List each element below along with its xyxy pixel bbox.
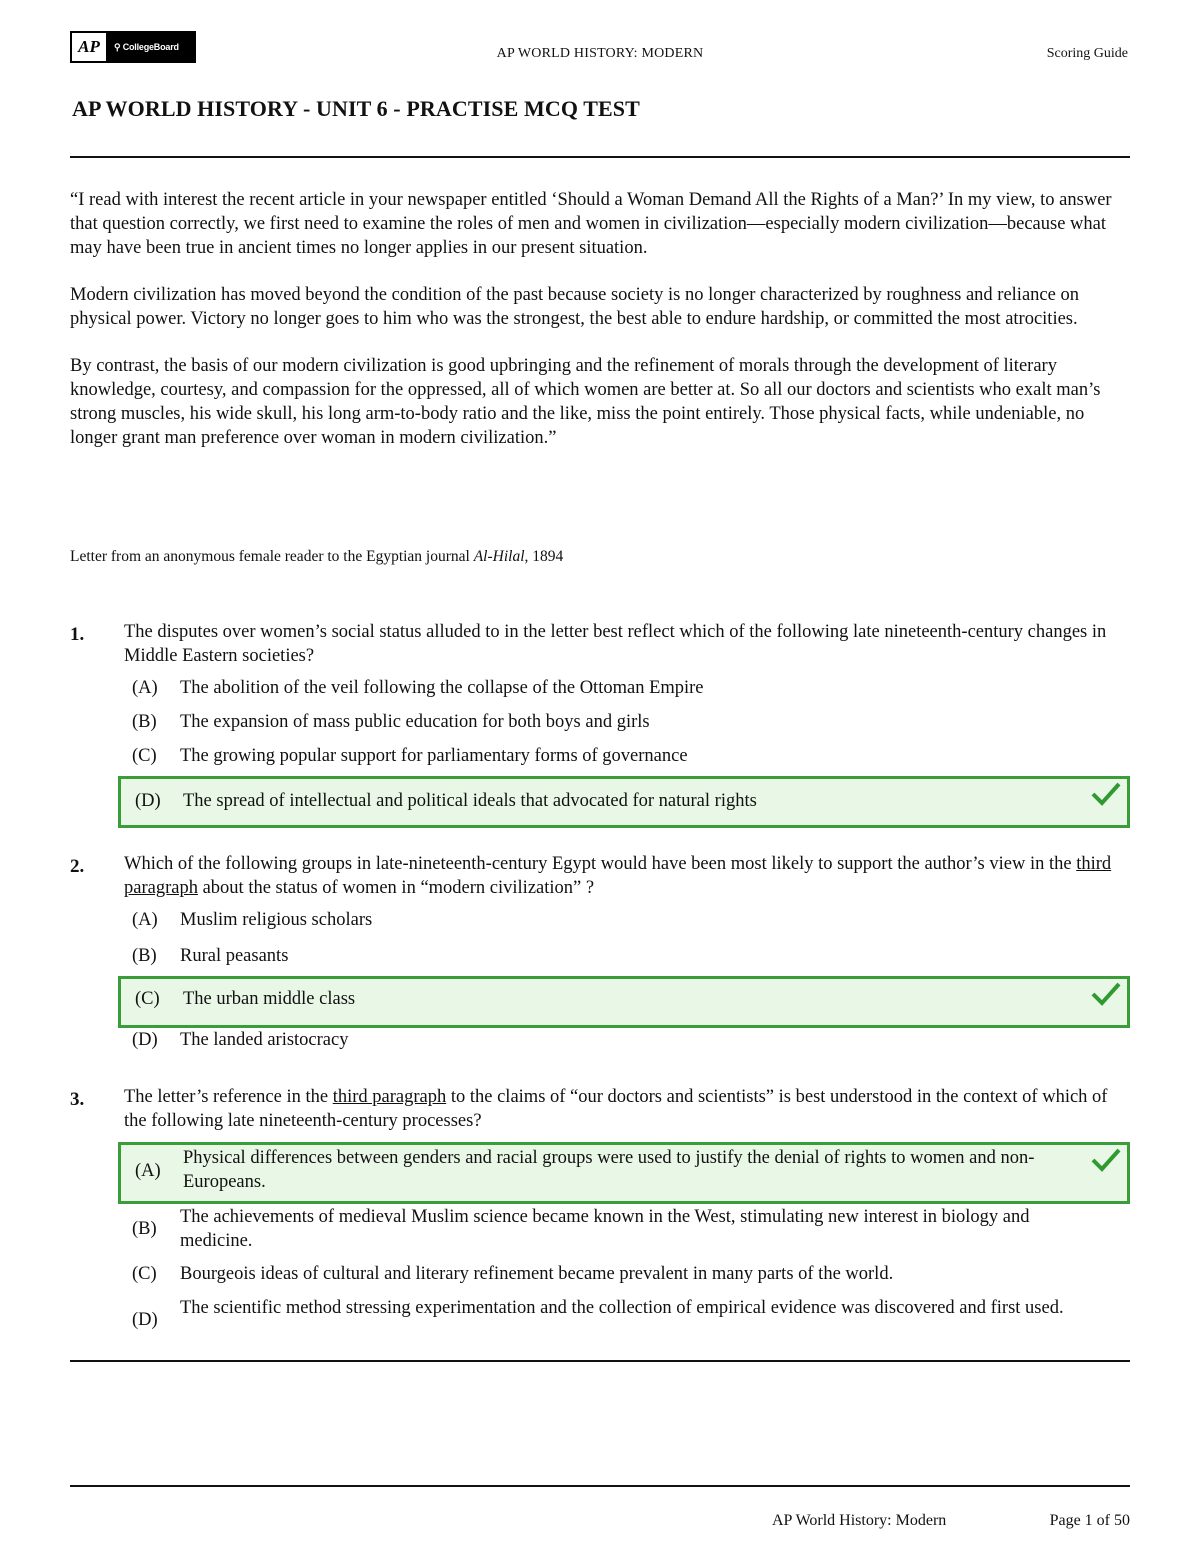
option-text: The achievements of medieval Muslim science became known in the West, stimulating new interest in biology and medicine. [180,1207,1030,1251]
section-end-divider [70,1360,1130,1362]
option-letter: (B) [132,1219,157,1239]
option-c-correct[interactable] [118,976,1130,1028]
option-text: The scientific method stressing experimentation and the collection of empirical evidence was discovered and first used. [180,1298,1064,1318]
header-scoring-guide: Scoring Guide [1046,46,1128,61]
source-passage [70,188,1134,473]
question-stem [124,852,1134,900]
option-text: Bourgeois ideas of cultural and literary refinement became prevalent in many parts of the world. [180,1264,894,1284]
citation-journal: Al-Hilal [473,548,525,565]
option-a-correct[interactable] [118,1142,1130,1204]
question-stem [124,1085,1134,1133]
source-citation [70,548,563,566]
passage-paragraph-2: Modern civilization has moved beyond the condition of the past because society is no longer characterized by roughness and reliance on physical power. Victory no longer goes to him who was the strongest, the best able to endure hardship, or committed the most atrocities. [70,285,1079,329]
option-d[interactable] [118,1028,1130,1056]
stem-text: The letter’s reference in the [124,1087,333,1107]
passage-paragraph-1: “I read with interest the recent article in your newspaper entitled ‘Should a Woman Demand All the Rights of a Man?’ In my view, to answer that question correctly, we first need to examine the roles of men and women in civilization—especially modern civilization—because what may have been true in ancient times no longer applies in our present situation. [70,190,1112,258]
option-c[interactable] [118,1262,1130,1290]
passage-paragraph-3: By contrast, the basis of our modern civilization is good upbringing and the refinement of morals through the development of literary knowledge, courtesy, and compassion for the oppressed, all of which women are better at. So all our doctors and scientists who exalt man’s strong muscles, his wide skull, his long arm-to-body ratio and the like, miss the point entirely. Those physical facts, while undeniable, no longer grant man preference over woman in modern civilization.” [70,356,1101,448]
option-b[interactable] [118,944,1130,972]
option-text: The spread of intellectual and political ideals that advocated for natural rights [183,791,757,811]
question-stem: The disputes over women’s social status alluded to in the letter best reflect which of the following late nineteenth-century changes in Middle Eastern societies? [124,622,1107,666]
option-text: The urban middle class [183,989,356,1009]
option-letter: (C) [132,746,157,766]
page-title: AP WORLD HISTORY - UNIT 6 - PRACTISE MCQ TEST [72,96,640,121]
checkmark-icon [1091,781,1121,807]
footer-course-name: AP World History: Modern [772,1512,947,1529]
option-c[interactable] [118,744,1130,772]
option-text: Muslim religious scholars [180,910,373,930]
stem-underlined-text: third paragraph [332,1087,447,1107]
option-letter: (C) [132,1264,157,1284]
footer-divider [70,1485,1130,1487]
option-letter: (D) [135,791,161,811]
title-divider [70,156,1130,158]
stem-text: Which of the following groups in late-nineteenth-century Egypt would have been most likely to support the author’s view in the [124,854,1077,874]
option-d[interactable] [118,1296,1130,1346]
option-letter: (D) [132,1310,158,1330]
option-letter: (A) [132,910,158,930]
option-text: The expansion of mass public education for both boys and girls [180,712,650,732]
checkmark-icon [1091,1147,1121,1173]
citation-prefix: Letter from an anonymous female reader to the Egyptian journal [70,548,474,565]
stem-text: about the status of women in “modern civilization” ? [197,878,595,898]
option-b[interactable] [118,710,1130,738]
question-number: 3. [70,1089,85,1110]
option-letter: (A) [132,678,158,698]
option-text: Physical differences between genders and racial groups were used to justify the denial of rights to women and non-Europeans. [183,1148,1035,1192]
option-letter: (B) [132,712,157,732]
page-number: Page 1 of 50 [1049,1512,1130,1529]
option-text: The abolition of the veil following the collapse of the Ottoman Empire [180,678,704,698]
stem-text: to the claims of “our doctors and scientists” is best understood in the context of which of the following late nineteenth-century processes? [124,1087,1108,1131]
option-letter: (A) [135,1161,161,1181]
option-text: Rural peasants [180,946,289,966]
ap-logo-mark: AP [72,33,106,61]
citation-suffix: , 1894 [524,548,564,565]
question-number: 1. [70,624,85,645]
option-d-correct[interactable] [118,776,1130,828]
option-letter: (B) [132,946,157,966]
option-text: The landed aristocracy [180,1030,349,1050]
question-number: 2. [70,856,85,877]
checkmark-icon [1091,981,1121,1007]
stem-underlined-text: third paragraph [124,854,1112,898]
option-text: The growing popular support for parliamentary forms of governance [180,746,688,766]
college-board-wordmark: ⚲ CollegeBoard [114,41,179,52]
option-b[interactable] [118,1205,1130,1255]
option-a[interactable] [118,676,1130,704]
option-letter: (D) [132,1030,158,1050]
header-course-title: AP WORLD HISTORY: MODERN [496,46,704,61]
option-letter: (C) [135,989,160,1009]
option-a[interactable] [118,908,1130,936]
